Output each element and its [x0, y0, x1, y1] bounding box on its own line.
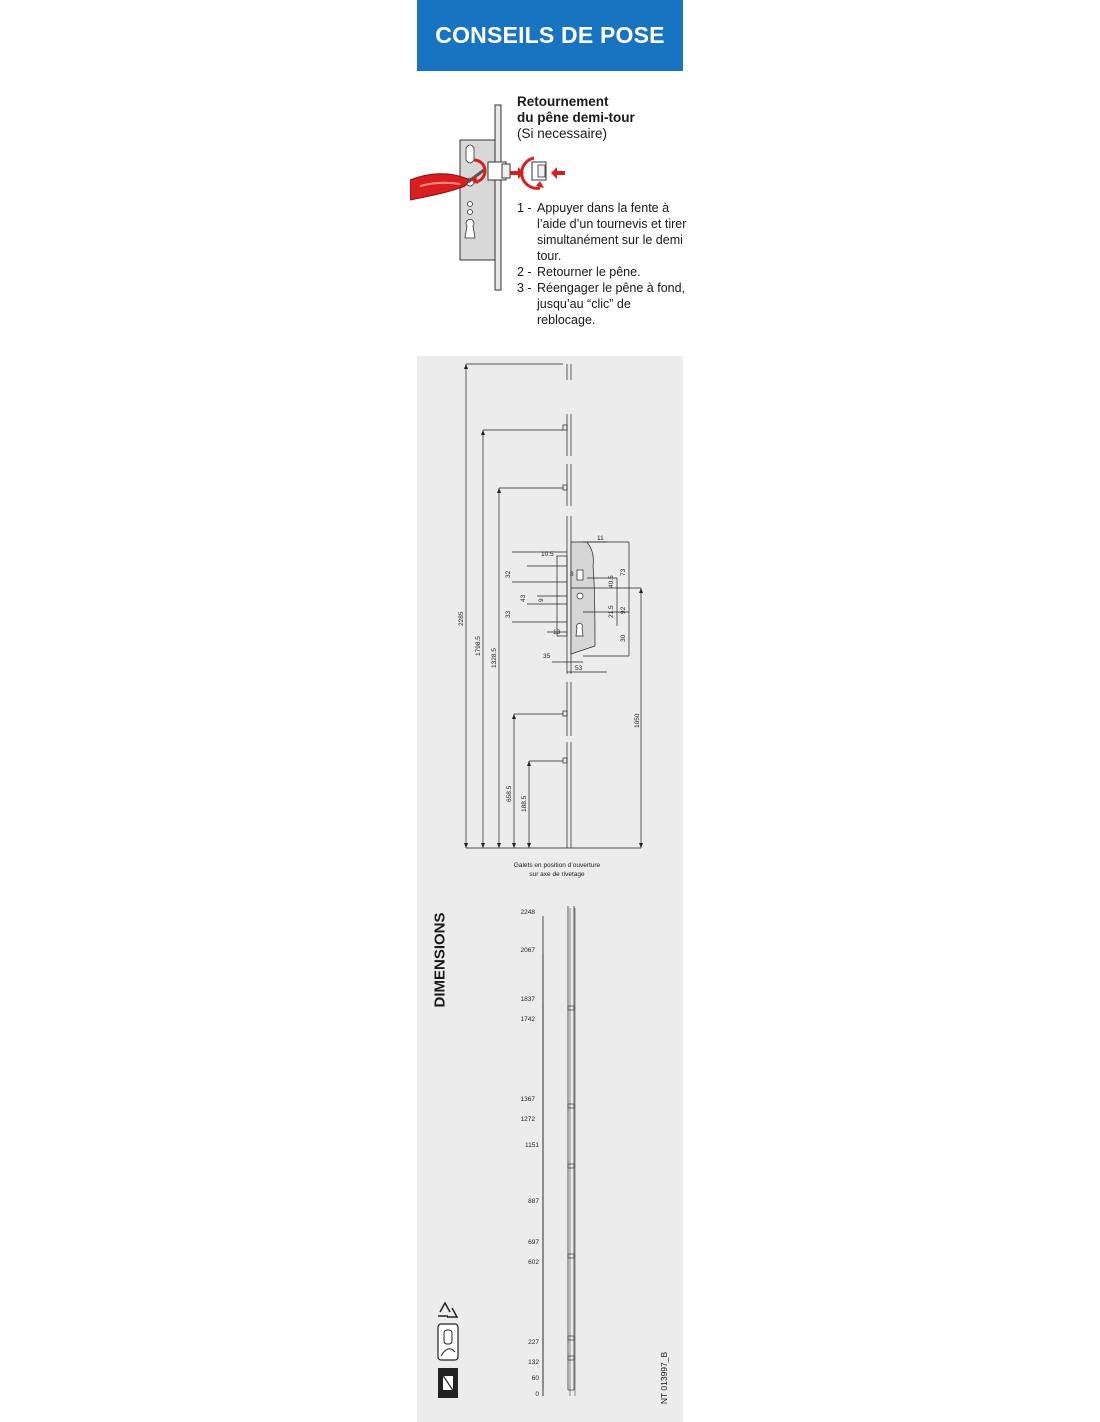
dim-13: 13 [553, 629, 561, 636]
reference-text: NT 013997_B [659, 1351, 669, 1405]
dim-10-5: 10.5 [541, 551, 554, 558]
instructions-steps [517, 200, 687, 328]
pos-132: 132 [528, 1359, 539, 1366]
dim-1798-5: 1798.5 [475, 636, 482, 656]
step-number: 3 - [517, 281, 532, 295]
instructions-heading [517, 94, 635, 142]
pos-1367: 1367 [520, 1096, 535, 1103]
lock-plate-icon [438, 1324, 458, 1360]
bin-icon [438, 1368, 458, 1398]
dim-35: 35 [543, 653, 551, 660]
pos-0: 0 [535, 1391, 539, 1398]
step-number: 1 - [517, 201, 532, 215]
reference-code [654, 1348, 674, 1408]
pos-2248: 2248 [520, 909, 535, 916]
page-title: CONSEILS DE POSE [417, 0, 683, 71]
note-line1: Galets en position d’ouverture [513, 862, 601, 869]
dim-11: 11 [597, 535, 604, 542]
pos-1272: 1272 [520, 1116, 535, 1123]
dim-658-5: 658.5 [506, 785, 513, 802]
pos-1151: 1151 [525, 1142, 539, 1149]
step-text: Appuyer dans la fente à l’aide d’un tournevis et tirer simultanément sur le demi tour. [537, 201, 687, 263]
dim-92: 92 [620, 606, 627, 614]
dim-1050: 1050 [634, 713, 641, 728]
list-item [517, 264, 687, 280]
step-text: Retourner le pêne. [537, 265, 641, 279]
dim-188-5: 188.5 [521, 795, 528, 812]
step-text: Réengager le pêne à fond, jusqu’au “clic” de reblocage. [537, 281, 686, 327]
pos-2067: 2067 [520, 947, 535, 954]
dim-9: 9 [538, 598, 545, 602]
disposal-icons [434, 1298, 462, 1402]
dim-1328-5: 1328.5 [491, 648, 498, 668]
dimension-labels-upper [417, 356, 683, 876]
dim-43: 43 [520, 594, 527, 602]
note-line2: sur axe de rivetage [529, 871, 585, 878]
instructions-subtitle: (Si necessaire) [517, 126, 608, 141]
dim-40-5: 40.5 [608, 575, 615, 588]
pos-602: 602 [528, 1259, 539, 1266]
rollers-note [497, 861, 617, 879]
recycle-icon [438, 1303, 457, 1317]
dim-32: 32 [505, 570, 512, 578]
instructions-title-line2: du pêne demi-tour [517, 110, 635, 125]
pos-1837: 1837 [520, 996, 535, 1003]
dimensions-label: DIMENSIONS [431, 912, 449, 1008]
dim-30: 30 [620, 634, 627, 642]
list-item [517, 200, 687, 264]
dim-33: 33 [505, 610, 512, 618]
pos-227: 227 [528, 1339, 539, 1346]
pos-60: 60 [531, 1375, 539, 1382]
pos-887: 887 [528, 1198, 539, 1205]
list-item [517, 280, 687, 328]
dim-73: 73 [620, 568, 627, 576]
dim-8: 8 [570, 571, 574, 578]
pos-697: 697 [528, 1239, 539, 1246]
dim-21-5: 21.5 [608, 605, 615, 618]
pos-1742: 1742 [520, 1016, 535, 1023]
instructions-title-line1: Retournement [517, 94, 609, 109]
dimensions-heading [420, 900, 460, 1020]
dim-2285: 2285 [458, 611, 465, 626]
step-number: 2 - [517, 265, 532, 279]
dim-53: 53 [575, 665, 583, 672]
